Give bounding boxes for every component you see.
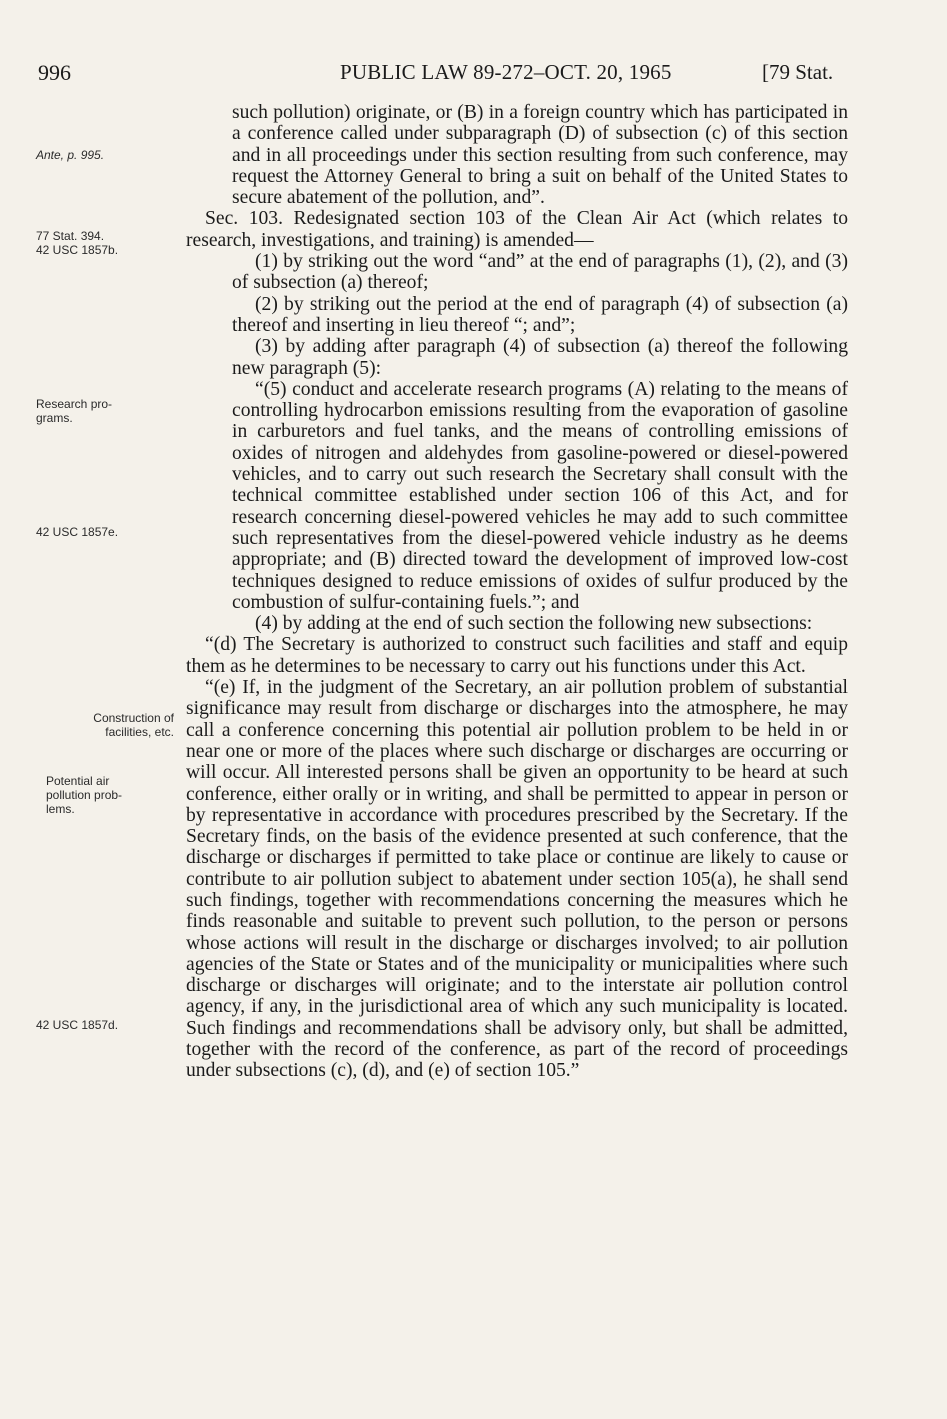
- margin-note-potential: Potential air pollution prob- lems.: [46, 774, 123, 816]
- paragraph-item-2: (2) by striking out the period at the end of paragraph (4) of subsection (a) thereof and inserting in lieu thereof “; and”;: [232, 293, 848, 336]
- statute-text: [186, 102, 848, 1082]
- running-head: PUBLIC LAW 89-272–OCT. 20, 1965: [340, 60, 672, 84]
- paragraph-subsection-d: “(d) The Secretary is authorized to construct such facilities and staff and equip them as he determines to be necessary to carry out his functions under this Act.: [186, 634, 848, 677]
- paragraph-item-4: (4) by adding at the end of such section the following new subsections:: [255, 613, 813, 635]
- margin-note-construction: Construction of facilities, etc.: [93, 711, 174, 739]
- paragraph-item-3: (3) by adding after paragraph (4) of subsection (a) thereof the following new paragraph (5):: [232, 336, 848, 379]
- margin-note-1857e: 42 USC 1857e.: [36, 525, 119, 539]
- page-number: 996: [38, 60, 71, 85]
- margin-note-ante: Ante, p. 995.: [36, 148, 105, 162]
- paragraph-subsection-e: “(e) If, in the judgment of the Secretary, an air pollution problem of substantial significance may result from discharge or discharges into the atmosphere, he may call a conference concerning this potential air pollution problem to be held in or near one or more of the places where such discharge or discharges are occurring or will occur. All interested persons shall be given an opportunity to be heard at such conference, either orally or in writing, and shall be permitted to appear in person or by representative in accordance with procedures prescribed by the Secretary. If the Secretary finds, on the basis of the evidence presented at such conference, that the discharge or discharges if permitted to take place or continue are likely to cause or contribute to air pollution subject to abatement under section 105(a), he shall send such findings, together with recommendations concerning the measures which he finds reasonable and suitable to prevent such pollution, to the person or persons whose actions will result in the discharge or discharges involved; to air pollution agencies of the State or States and of the municipality or municipalities where such discharge or discharges will originate; and to the interstate air pollution control agency, if any, in the jurisdictional area of which any such municipality is located. Such findings and recommendations shall be advisory only, but shall be admitted, together with the record of the conference, as part of the record of proceedings under subsections (c), (d), and (e) of section 105.”: [186, 677, 848, 1082]
- margin-note-1857d: 42 USC 1857d.: [36, 1018, 119, 1032]
- paragraph-item-1: (1) by striking out the word “and” at the end of paragraphs (1), (2), and (3) of subsection (a) thereof;: [232, 251, 848, 294]
- paragraph-sec-103: Sec. 103. Redesignated section 103 of the Clean Air Act (which relates to research, investigations, and training) is amended—: [186, 208, 848, 251]
- page-header: [0, 60, 947, 90]
- margin-note-stat: 77 Stat. 394. 42 USC 1857b.: [36, 229, 119, 257]
- paragraph-continuation: such pollution) originate, or (B) in a foreign country which has participated in a conference called under subparagraph (D) of subsection (c) of this section and in all proceedings under this section resulting from such conference, may request the Attorney General to bring a suit on behalf of the United States to secure abatement of the pollution, and”.: [232, 102, 848, 209]
- volume-reference: [79 Stat.: [762, 60, 834, 84]
- margin-note-research: Research pro- grams.: [36, 397, 113, 425]
- paragraph-new-5: “(5) conduct and accelerate research programs (A) relating to the means of controlling hydrocarbon emissions resulting from the evaporation of gasoline in carburetors and fuel tanks, and the means of controlling emissions of oxides of nitrogen and aldehydes from gasoline-powered or diesel-powered vehicles, and to carry out such research the Secretary shall consult with the technical committee established under section 106 of this Act, and for research concerning diesel-powered vehicles he may add to such committee such representatives from the diesel-powered vehicle industry as he deems appropriate; and (B) directed toward the development of improved low-cost techniques designed to reduce emissions of oxides of sulfur produced by the combustion of sulfur-containing fuels.”; and: [232, 378, 848, 613]
